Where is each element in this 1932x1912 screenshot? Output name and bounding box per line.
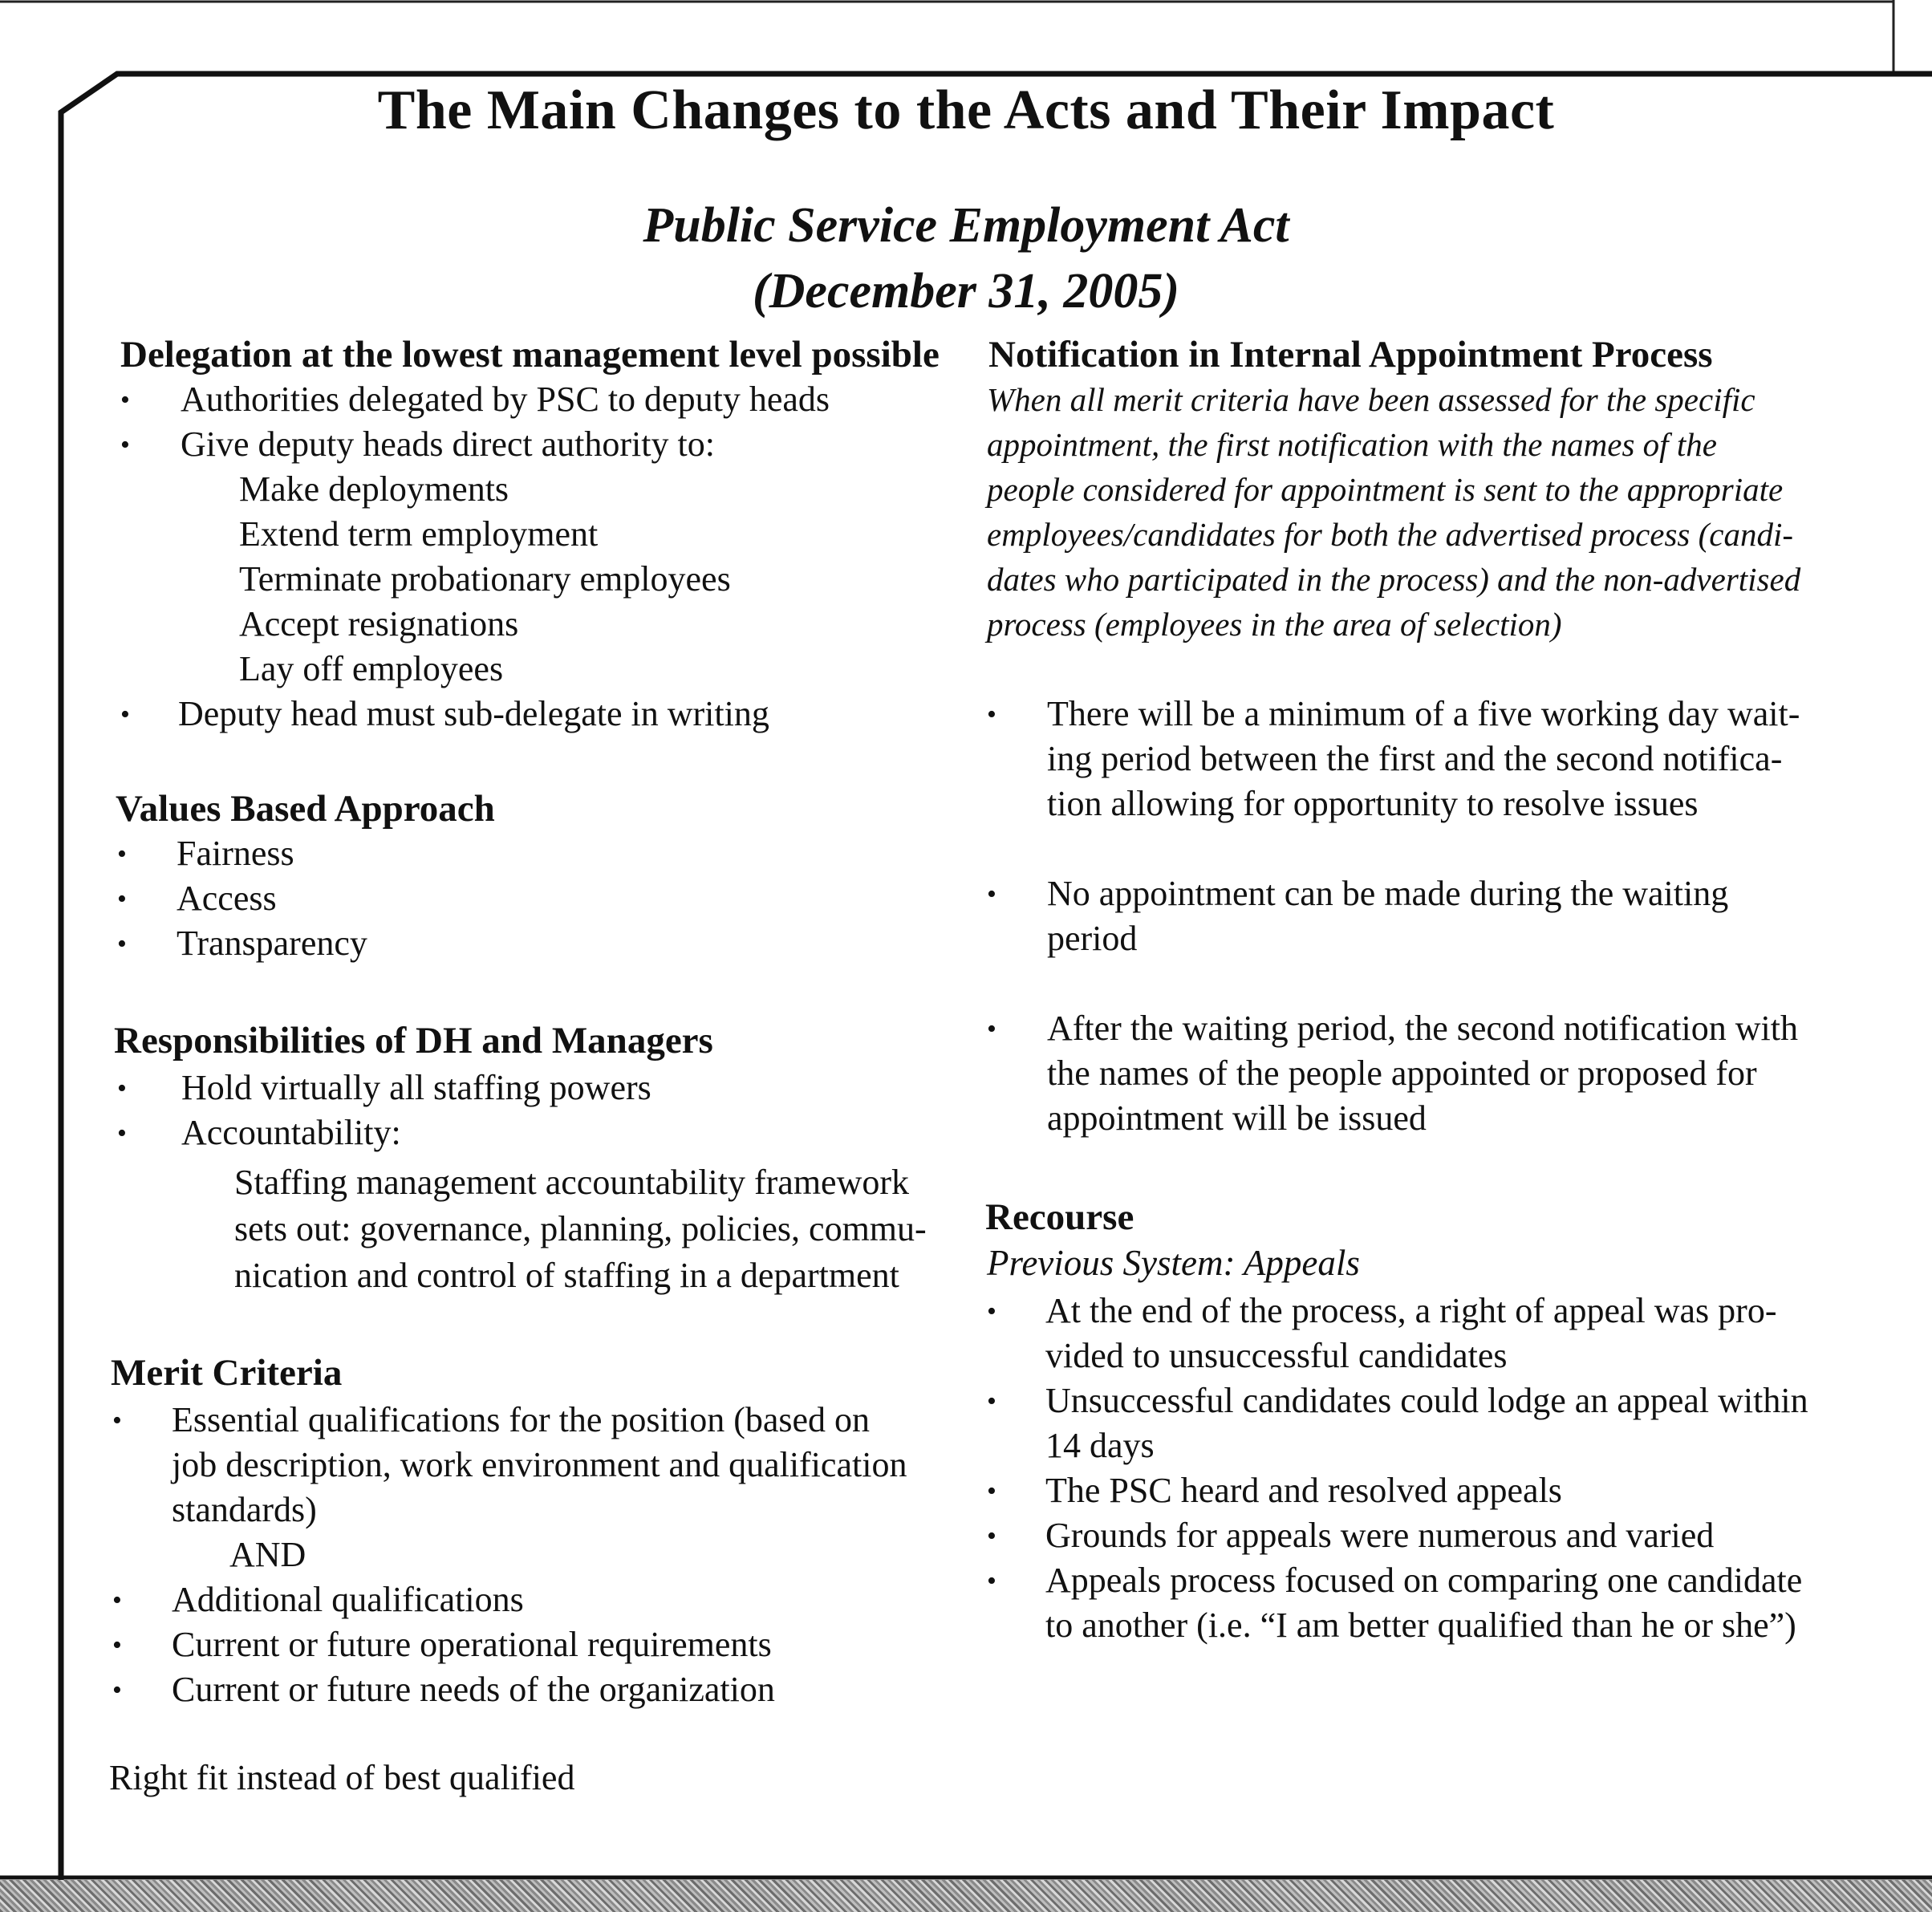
delegation-item: Deputy head must sub-delegate in writing [178,694,769,733]
bullet-icon: • [987,1014,996,1044]
values-heading: Values Based Approach [116,788,495,830]
bullet-icon: • [987,700,996,729]
bullet-icon: • [120,385,130,415]
bullet-icon: • [987,1521,996,1551]
notification-bullet-cont: appointment will be issued [1047,1098,1427,1138]
authority-item: Make deployments [239,469,509,509]
notification-para: dates who participated in the process) and the non-advertised [987,561,1801,598]
notification-bullet: There will be a minimum of a five working day wait- [1047,694,1800,733]
bullet-icon: • [117,929,127,959]
notification-heading: Notification in Internal Appointment Process [988,334,1713,375]
notification-para: appointment, the first notification with the names of the [987,426,1717,463]
bullet-icon: • [120,430,130,460]
accountability-text: nication and control of staffing in a department [234,1256,899,1295]
appeal-item: Appeals process focused on comparing one candidate [1045,1561,1803,1600]
page-title: The Main Changes to the Acts and Their Impact [377,79,1555,141]
appeal-item-cont: vided to unsuccessful candidates [1045,1336,1508,1375]
merit-and: AND [229,1535,306,1574]
authority-item: Lay off employees [239,649,504,688]
appeal-item: Grounds for appeals were numerous and varied [1045,1516,1715,1555]
notification-bullet: No appointment can be made during the waiting [1047,874,1729,913]
merit-item: Essential qualifications for the position (based on [172,1400,871,1439]
notification-para: employees/candidates for both the advertised process (candi- [987,516,1794,553]
bullet-icon: • [112,1585,122,1615]
closing-note: Right fit instead of best qualified [109,1758,575,1797]
authority-item: Extend term employment [239,514,599,554]
authority-item: Accept resignations [239,604,519,643]
notification-bullet-cont: period [1047,919,1138,958]
notification-para: When all merit criteria have been assessed for the specific [987,381,1755,418]
authority-item: Terminate probationary employees [239,559,731,599]
merit-item-cont: job description, work environment and qualification [172,1445,907,1484]
responsibilities-heading: Responsibilities of DH and Managers [114,1020,713,1062]
notification-bullet-cont: tion allowing for opportunity to resolve issues [1047,784,1699,823]
notification-para: people considered for appointment is sent to the appropriate [987,471,1784,508]
value-item: Fairness [177,834,294,873]
bullet-icon: • [112,1406,122,1435]
recourse-subheading: Previous System: Appeals [987,1243,1360,1283]
act-date: (December 31, 2005) [753,264,1179,319]
merit-item: Additional qualifications [172,1580,524,1619]
merit-item: Current or future needs of the organization [172,1670,775,1709]
accountability-text: Staffing management accountability framework [234,1163,910,1202]
merit-item: Current or future operational requirements [172,1625,772,1664]
delegation-item: Authorities delegated by PSC to deputy heads [181,380,830,419]
appeal-item: The PSC heard and resolved appeals [1045,1471,1562,1510]
merit-item-cont: standards) [172,1490,317,1529]
delegation-item: Give deputy heads direct authority to: [181,424,715,464]
recourse-heading: Recourse [985,1196,1134,1238]
bullet-icon: • [987,1566,996,1596]
bullet-icon: • [987,1386,996,1416]
bullet-icon: • [112,1630,122,1660]
notification-bullet: After the waiting period, the second notification with [1047,1009,1798,1048]
bullet-icon: • [987,1476,996,1506]
notification-bullet-cont: the names of the people appointed or proposed for [1047,1053,1757,1093]
act-name: Public Service Employment Act [643,198,1289,253]
merit-heading: Merit Criteria [111,1352,343,1394]
value-item: Access [177,879,277,918]
bullet-icon: • [987,1297,996,1326]
bullet-icon: • [987,879,996,909]
bullet-icon: • [117,1118,127,1148]
bullet-icon: • [112,1675,122,1705]
appeal-item-cont: to another (i.e. “I am better qualified than he or she”) [1045,1606,1796,1645]
appeal-item: Unsuccessful candidates could lodge an appeal within [1045,1381,1808,1420]
scan-noise-band [0,1880,1932,1912]
bullet-icon: • [120,700,130,729]
value-item: Transparency [177,924,367,963]
bullet-icon: • [117,1074,127,1103]
appeal-item-cont: 14 days [1045,1426,1155,1465]
accountability-text: sets out: governance, planning, policies, commu- [234,1209,927,1248]
bullet-icon: • [117,884,127,914]
delegation-heading: Delegation at the lowest management level possible [120,334,940,375]
notification-para: process (employees in the area of selection) [987,606,1562,643]
bullet-icon: • [117,839,127,869]
notification-bullet-cont: ing period between the first and the second notifica- [1047,739,1783,778]
appeal-item: At the end of the process, a right of appeal was pro- [1045,1291,1777,1330]
responsibility-item: Hold virtually all staffing powers [181,1068,651,1107]
responsibility-item: Accountability: [181,1113,401,1152]
